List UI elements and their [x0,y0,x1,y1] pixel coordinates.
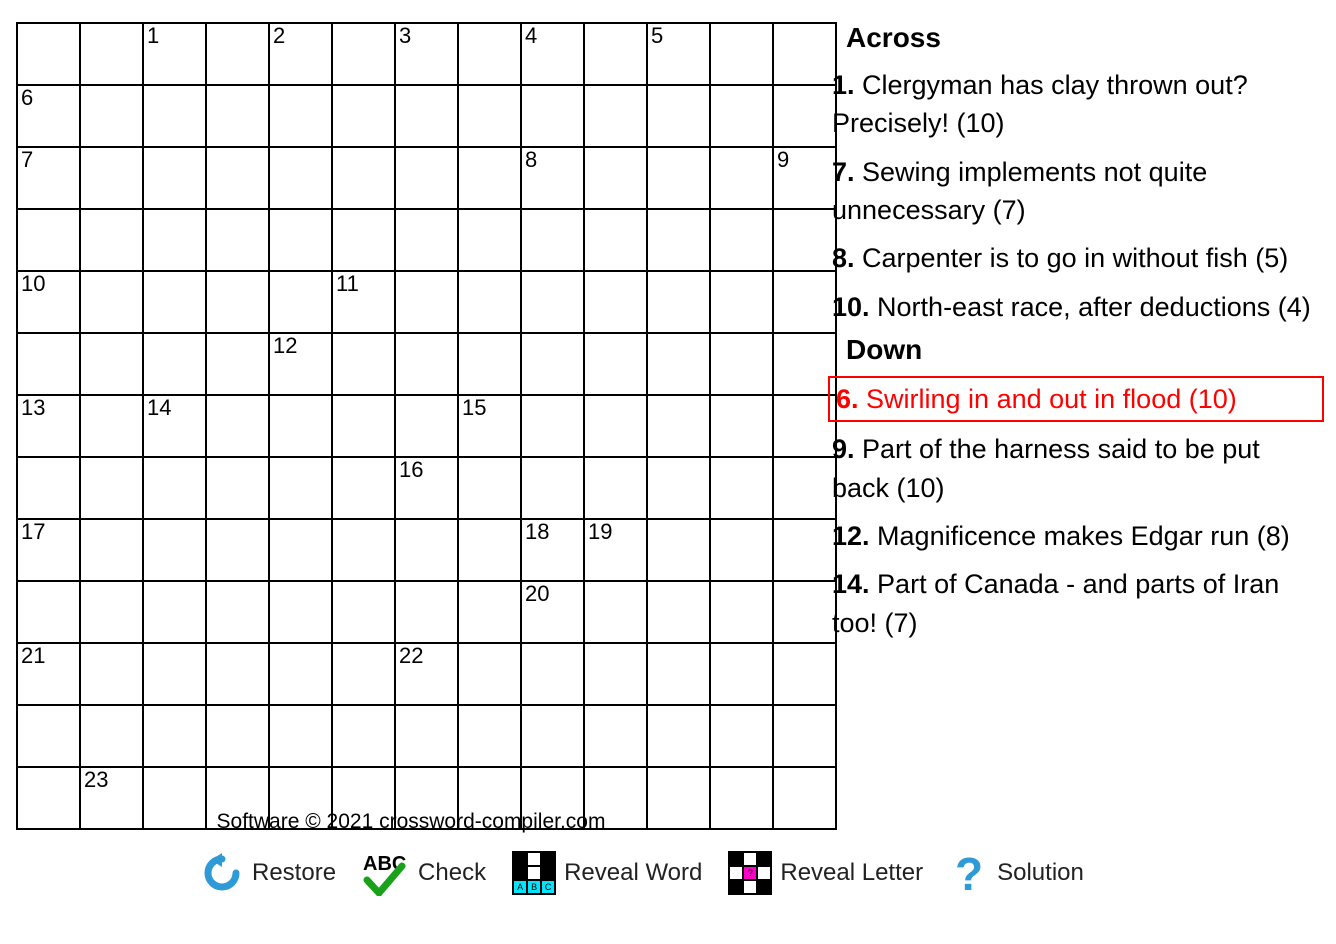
grid-cell-block [332,457,395,519]
grid-cell[interactable] [80,519,143,581]
grid-cell-block [458,147,521,209]
down-clue-list[interactable] [828,376,1324,644]
grid-cell[interactable] [521,581,584,643]
grid-cell[interactable] [710,23,773,85]
clue-number: 7. [832,156,863,187]
cell-number: 9 [777,147,790,172]
grid-cell[interactable] [269,209,332,271]
grid-cell-block [458,705,521,767]
grid-cell[interactable] [773,333,836,395]
grid-cell[interactable] [269,519,332,581]
grid-cell[interactable] [458,643,521,705]
cell-number: 21 [21,643,46,668]
grid-cell[interactable] [521,23,584,85]
grid-cell-block [80,581,143,643]
copyright-text: Software © 2021 crossword-compiler.com [216,810,606,833]
restore-label: Restore [252,859,337,886]
grid-cell[interactable] [773,519,836,581]
grid-cell[interactable] [773,643,836,705]
across-clue-list[interactable] [828,64,1324,328]
grid-cell[interactable] [395,209,458,271]
grid-cell-block [17,705,80,767]
across-clue-7[interactable] [828,151,1324,232]
grid-cell[interactable] [773,457,836,519]
grid-cell-block [80,209,143,271]
grid-cell[interactable] [143,23,206,85]
grid-row [17,519,836,581]
grid-cell[interactable] [710,271,773,333]
grid-cell-block [269,271,332,333]
grid-cell[interactable] [332,395,395,457]
grid-cell[interactable] [143,85,206,147]
clue-text: Sewing implements not quite unnecessary (7) [832,156,1208,225]
grid-row [17,271,836,333]
grid-cell[interactable] [17,581,80,643]
grid-cell[interactable] [458,395,521,457]
cell-number: 16 [399,457,424,482]
grid-cell[interactable] [647,395,710,457]
grid-cell[interactable] [521,333,584,395]
grid-cell-block [458,333,521,395]
grid-row [17,705,836,767]
grid-cell[interactable] [773,581,836,643]
cell-number: 11 [336,271,359,296]
grid-cell[interactable] [584,271,647,333]
grid-cell-block [143,333,206,395]
grid-cell[interactable] [80,271,143,333]
grid-cell[interactable] [521,643,584,705]
cell-number: 14 [147,395,172,420]
check-icon [362,850,410,896]
grid-cell[interactable] [395,85,458,147]
check-button[interactable] [362,850,486,896]
grid-cell[interactable] [395,581,458,643]
grid-cell-block [584,333,647,395]
grid-cell-block [80,23,143,85]
grid-cell-block [710,333,773,395]
cell-number: 7 [21,147,34,172]
cell-number: 5 [651,23,664,48]
grid-cell-block [206,581,269,643]
solution-label: Solution [997,859,1084,886]
grid-cell[interactable] [143,705,206,767]
grid-cell[interactable] [143,147,206,209]
grid-cell[interactable] [17,457,80,519]
grid-cell[interactable] [521,209,584,271]
reveal-word-label: Reveal Word [564,859,703,886]
grid-cell-block [773,85,836,147]
cell-number: 15 [462,395,487,420]
grid-cell-block [17,23,80,85]
clue-text: Magnificence makes Edgar run (8) [877,520,1290,551]
grid-cell[interactable] [143,519,206,581]
grid-row [17,395,836,457]
clue-number: 8. [832,243,863,274]
grid-cell[interactable] [710,519,773,581]
grid-cell[interactable] [143,581,206,643]
grid-cell-block [773,23,836,85]
grid-row [17,333,836,395]
grid-cell-block [332,705,395,767]
grid-cell-block [80,333,143,395]
grid-cell[interactable] [269,23,332,85]
grid-row [17,23,836,85]
clue-number: 6. [836,383,867,414]
grid-cell[interactable] [17,333,80,395]
grid-cell-block [80,457,143,519]
grid-cell[interactable] [710,395,773,457]
down-clue-12[interactable] [828,515,1324,557]
grid-cell[interactable] [521,395,584,457]
grid-cell[interactable] [269,705,332,767]
grid-cell-block [80,85,143,147]
down-clue-14[interactable] [828,563,1324,644]
grid-cell[interactable] [269,395,332,457]
reveal-word-button[interactable] [512,851,702,895]
cell-number: 23 [84,767,109,792]
grid-cell[interactable] [206,643,269,705]
grid-cell-block [332,581,395,643]
grid-cell[interactable] [17,209,80,271]
grid-cell[interactable] [80,643,143,705]
grid-cell-block [647,457,710,519]
grid-cell-block [458,209,521,271]
grid-cell-block [458,519,521,581]
grid-cell-block [332,643,395,705]
grid-row [17,85,836,147]
down-heading: Down [846,333,923,365]
grid-cell-block [206,209,269,271]
grid-cell[interactable] [773,209,836,271]
clue-number: 14. [832,569,878,600]
grid-cell[interactable] [332,147,395,209]
grid-cell[interactable] [269,333,332,395]
grid-row [17,147,836,209]
clue-text: Clergyman has clay thrown out? Precisely! (10) [832,70,1248,139]
grid-cell[interactable] [521,271,584,333]
grid-cell[interactable] [458,271,521,333]
cell-number: 20 [525,581,550,606]
grid-cell[interactable] [395,457,458,519]
across-clue-8[interactable] [828,237,1324,279]
cell-number: 17 [21,519,46,544]
grid-cell[interactable] [395,147,458,209]
grid-cell-block [395,395,458,457]
grid-cell[interactable] [773,147,836,209]
cell-number: 10 [21,271,46,296]
grid-row [17,209,836,271]
grid-cell-block [332,209,395,271]
grid-cell[interactable] [269,581,332,643]
grid-cell[interactable] [521,147,584,209]
grid-cell[interactable] [17,147,80,209]
grid-cell[interactable] [395,23,458,85]
cell-number: 19 [588,519,613,544]
grid-cell[interactable] [395,705,458,767]
grid-cell[interactable] [710,643,773,705]
grid-cell[interactable] [269,457,332,519]
grid-cell[interactable] [584,23,647,85]
grid-cell[interactable] [647,643,710,705]
grid-cell[interactable] [710,147,773,209]
grid-cell-block [332,333,395,395]
toolbar [200,850,1084,896]
grid-cell[interactable] [17,85,80,147]
grid-cell[interactable] [584,147,647,209]
grid-cell[interactable] [269,147,332,209]
grid-cell[interactable] [647,519,710,581]
grid-cell[interactable] [143,395,206,457]
restore-button[interactable] [200,851,336,895]
cell-number: 12 [273,333,298,358]
clue-number: 1. [832,70,863,100]
grid-cell[interactable] [647,581,710,643]
grid-cell[interactable] [395,519,458,581]
grid-cell[interactable] [647,85,710,147]
down-clue-9[interactable] [828,428,1324,509]
clue-panel [828,18,1324,650]
down-clue-6[interactable] [828,376,1324,422]
grid-cell[interactable] [332,271,395,333]
grid-table[interactable] [16,22,837,830]
cell-number: 3 [399,23,412,48]
clue-text: North-east race, after deductions (4) [877,291,1311,322]
grid-cell-block [332,85,395,147]
grid-cell[interactable] [17,271,80,333]
grid-cell-block [584,85,647,147]
grid-cell-block [458,85,521,147]
grid-cell[interactable] [269,85,332,147]
grid-cell[interactable] [143,271,206,333]
grid-cell[interactable] [395,643,458,705]
grid-cell-block [80,705,143,767]
grid-cell-block [584,581,647,643]
clue-text: Swirling in and out in flood (10) [866,383,1237,414]
grid-row [17,457,836,519]
reveal-letter-button[interactable] [728,851,923,895]
grid-cell[interactable] [458,23,521,85]
grid-cell[interactable] [143,643,206,705]
grid-cell[interactable] [395,333,458,395]
grid-cell-block [710,581,773,643]
clue-number: 9. [832,434,863,465]
svg-text:?: ? [955,850,984,896]
grid-cell[interactable] [17,519,80,581]
grid-cell[interactable] [143,209,206,271]
solution-button[interactable] [949,850,1084,896]
grid-cell[interactable] [584,643,647,705]
across-clue-10[interactable] [828,286,1324,328]
grid-cell[interactable] [206,395,269,457]
question-mark-icon [949,850,989,896]
cell-number: 8 [525,147,538,172]
grid-cell[interactable] [647,333,710,395]
grid-cell[interactable] [206,519,269,581]
grid-cell[interactable] [206,271,269,333]
grid-cell[interactable] [647,209,710,271]
grid-cell[interactable] [647,147,710,209]
grid-cell-block [710,705,773,767]
cell-number: 22 [399,643,424,668]
svg-text:ABC: ABC [363,853,407,875]
grid-cell-block [584,457,647,519]
grid-cell[interactable] [647,271,710,333]
grid-cell[interactable] [206,23,269,85]
grid-cell[interactable] [647,23,710,85]
cell-number: 4 [525,23,538,48]
grid-cell[interactable] [143,457,206,519]
clue-text: Part of the harness said to be put back (10) [832,434,1260,503]
grid-cell[interactable] [773,705,836,767]
grid-cell-block [710,457,773,519]
grid-cell-block [206,333,269,395]
clue-number: 10. [832,291,878,322]
grid-cell[interactable] [521,457,584,519]
grid-cell[interactable] [584,395,647,457]
grid-cell-block [458,457,521,519]
reveal-letter-label: Reveal Letter [780,859,924,886]
cell-number: 6 [21,85,34,110]
grid-cell[interactable] [584,519,647,581]
grid-cell-block [584,209,647,271]
grid-cell-block [206,457,269,519]
clue-text: Part of Canada - and parts of Iran too! (7) [832,569,1280,638]
grid-cell[interactable] [647,705,710,767]
grid-cell[interactable] [269,643,332,705]
reveal-word-icon: A B C [512,851,556,895]
cell-number: 1 [147,23,160,48]
grid-cell[interactable] [521,705,584,767]
grid-cell[interactable] [521,519,584,581]
grid-cell-block [710,209,773,271]
grid-cell-block [584,705,647,767]
grid-cell[interactable] [80,395,143,457]
grid-cell[interactable] [80,147,143,209]
crossword-grid[interactable] [16,22,837,830]
clue-number: 12. [832,520,878,551]
clue-text: Carpenter is to go in without fish (5) [862,243,1289,274]
grid-cell[interactable] [332,23,395,85]
grid-cell[interactable] [17,395,80,457]
grid-row [17,643,836,705]
grid-cell-block [206,85,269,147]
cell-number: 13 [21,395,46,420]
across-clue-1[interactable] [828,64,1324,145]
reveal-letter-icon: ? [728,851,772,895]
cell-number: 18 [525,519,550,544]
restore-icon [200,851,244,895]
across-heading: Across [846,22,941,53]
grid-cell[interactable] [521,85,584,147]
grid-cell[interactable] [773,271,836,333]
grid-cell[interactable] [17,643,80,705]
grid-cell-block [710,85,773,147]
cell-number: 2 [273,23,286,48]
grid-cell-block [206,705,269,767]
grid-cell[interactable] [332,519,395,581]
grid-cell[interactable] [206,147,269,209]
grid-cell-block [458,581,521,643]
check-label: Check [418,859,487,886]
grid-row [17,581,836,643]
grid-cell[interactable] [395,271,458,333]
grid-cell[interactable] [773,395,836,457]
